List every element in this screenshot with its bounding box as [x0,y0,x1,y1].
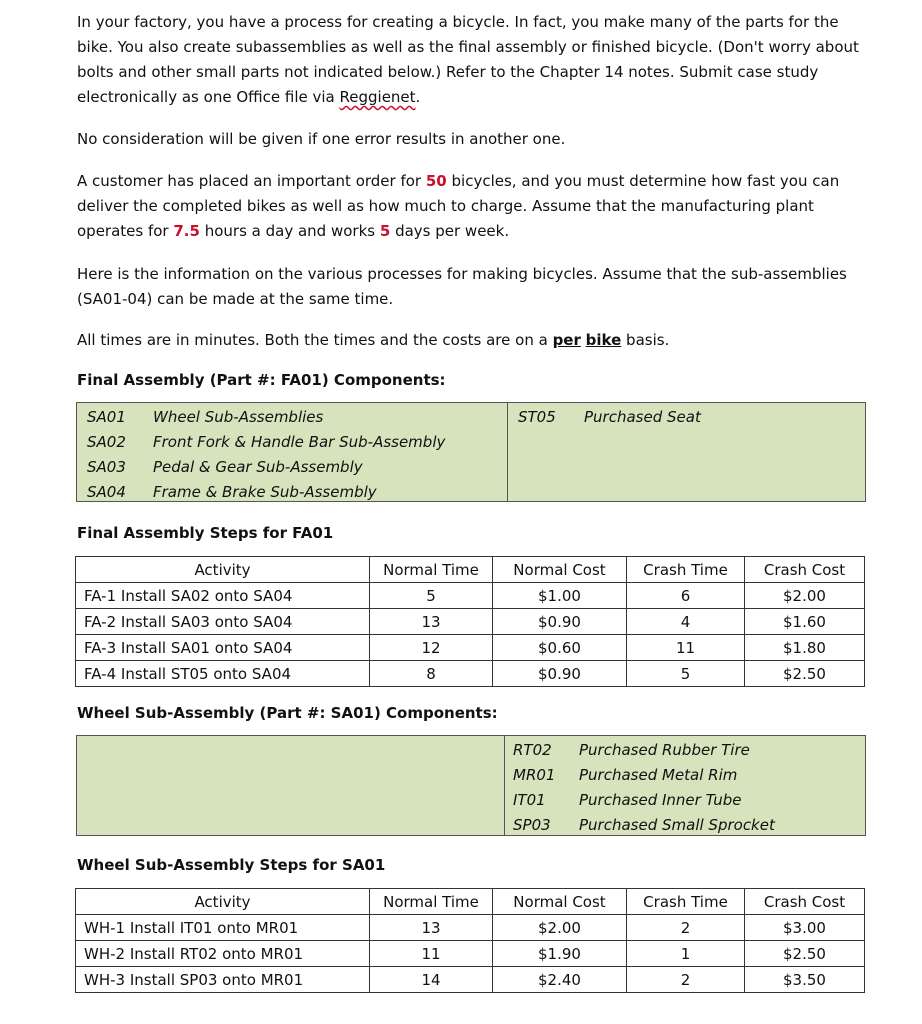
component-row [87,480,507,505]
normal-cost-cell: $0.90 [493,609,627,635]
units-text-b: basis. [621,331,670,349]
component-row [87,455,507,480]
component-code: RT02 [513,741,552,759]
crash-time-cell: 1 [627,941,745,967]
component-row [513,738,865,763]
component-desc: Purchased Rubber Tire [579,741,750,759]
table-row [76,609,865,635]
order-text-a: A customer has placed an important order for [77,172,426,190]
component-desc: Wheel Sub-Assemblies [153,408,324,426]
wheel-components-box [76,735,866,836]
activity-cell: WH-3 Install SP03 onto MR01 [76,967,370,993]
component-code: SA01 [87,408,126,426]
table-row [76,635,865,661]
hours-per-day: 7.5 [173,222,200,240]
table-row [76,661,865,687]
per-emphasis: per [552,331,581,349]
normal-time-cell: 14 [370,967,493,993]
intro-paragraph [77,10,867,110]
table-row [76,941,865,967]
intro-end: . [415,88,421,106]
component-desc: Frame & Brake Sub-Assembly [153,483,377,501]
crash-cost-cell: $3.00 [745,915,865,941]
crash-time-cell: 4 [627,609,745,635]
final-components-right [507,403,865,501]
activity-cell: WH-2 Install RT02 onto MR01 [76,941,370,967]
normal-time-cell: 13 [370,609,493,635]
table-header-row [76,889,865,915]
crash-cost-cell: $1.60 [745,609,865,635]
normal-cost-cell: $0.60 [493,635,627,661]
crash-time-cell: 5 [627,661,745,687]
wheel-components-right [504,736,865,835]
activity-cell: FA-1 Install SA02 onto SA04 [76,583,370,609]
wheel-components-left [77,736,504,835]
final-components-left [77,403,507,501]
component-row [87,405,507,430]
activity-cell: WH-1 Install IT01 onto MR01 [76,915,370,941]
crash-time-cell: 11 [627,635,745,661]
component-code: IT01 [513,791,546,809]
normal-time-cell: 8 [370,661,493,687]
table-row [76,583,865,609]
col-header-activity: Activity [76,557,370,583]
normal-time-cell: 11 [370,941,493,967]
crash-time-cell: 2 [627,915,745,941]
activity-cell: FA-4 Install ST05 onto SA04 [76,661,370,687]
crash-cost-cell: $2.50 [745,941,865,967]
crash-cost-cell: $1.80 [745,635,865,661]
col-header-normal-time: Normal Time [370,889,493,915]
wheel-steps-heading: Wheel Sub-Assembly Steps for SA01 [77,856,386,874]
component-code: SA03 [87,458,126,476]
col-header-crash-time: Crash Time [627,889,745,915]
component-row [518,405,865,430]
component-code: SP03 [513,816,551,834]
normal-cost-cell: $1.90 [493,941,627,967]
normal-cost-cell: $2.00 [493,915,627,941]
component-desc: Purchased Inner Tube [579,791,742,809]
wheel-components-heading: Wheel Sub-Assembly (Part #: SA01) Components: [77,704,498,722]
col-header-activity: Activity [76,889,370,915]
component-desc: Front Fork & Handle Bar Sub-Assembly [153,433,446,451]
component-code: ST05 [518,408,556,426]
table-header-row [76,557,865,583]
component-desc: Pedal & Gear Sub-Assembly [153,458,363,476]
reggienet-link[interactable]: Reggienet [339,88,416,106]
process-info: Here is the information on the various processes for making bicycles. Assume that the sub-assemblies (SA01-04) can be made at the same time. [77,265,847,308]
crash-time-cell: 6 [627,583,745,609]
component-row [513,788,865,813]
days-per-week: 5 [379,222,391,240]
table-row [76,967,865,993]
col-header-crash-cost: Crash Cost [745,889,865,915]
normal-cost-cell: $0.90 [493,661,627,687]
component-desc: Purchased Seat [584,408,701,426]
order-quantity: 50 [425,172,447,190]
normal-cost-cell: $2.40 [493,967,627,993]
final-components-heading: Final Assembly (Part #: FA01) Components: [77,371,446,389]
crash-time-cell: 2 [627,967,745,993]
component-row [513,763,865,788]
units-text-a: All times are in minutes. Both the times and the costs are on a [77,331,553,349]
order-text-c: hours a day and works [199,222,380,240]
wheel-steps-table [75,888,865,993]
final-steps-heading: Final Assembly Steps for FA01 [77,524,334,542]
crash-cost-cell: $2.00 [745,583,865,609]
component-desc: Purchased Metal Rim [579,766,738,784]
component-code: SA02 [87,433,126,451]
bike-emphasis: bike [585,331,622,349]
normal-time-cell: 5 [370,583,493,609]
error-note: No consideration will be given if one error results in another one. [77,130,566,148]
component-row [513,813,865,838]
crash-cost-cell: $2.50 [745,661,865,687]
col-header-crash-time: Crash Time [627,557,745,583]
component-row [87,430,507,455]
component-code: SA04 [87,483,126,501]
activity-cell: FA-2 Install SA03 onto SA04 [76,609,370,635]
crash-cost-cell: $3.50 [745,967,865,993]
units-note [77,328,867,353]
component-desc: Purchased Small Sprocket [579,816,775,834]
normal-time-cell: 12 [370,635,493,661]
normal-time-cell: 13 [370,915,493,941]
col-header-crash-cost: Crash Cost [745,557,865,583]
component-code: MR01 [513,766,556,784]
normal-cost-cell: $1.00 [493,583,627,609]
col-header-normal-time: Normal Time [370,557,493,583]
final-components-box [76,402,866,502]
activity-cell: FA-3 Install SA01 onto SA04 [76,635,370,661]
order-text-d: days per week. [390,222,510,240]
table-row [76,915,865,941]
order-paragraph [77,169,867,244]
col-header-normal-cost: Normal Cost [493,557,627,583]
intro-text: In your factory, you have a process for creating a bicycle. In fact, you make many of the parts for the bike. You also create subassemblies as well as the final assembly or finished bicycle. (Don't worry about bolts and other small parts not indicated below.) Refer to the Chapter 14 notes. Submit case study electronically as one Office file via [77,13,859,106]
final-steps-table [75,556,865,687]
order-text-b: bicycles, and you must determine how fast you can deliver the completed bikes as well as how much to charge. Assume that the manufacturing plant operates for [77,172,840,240]
col-header-normal-cost: Normal Cost [493,889,627,915]
